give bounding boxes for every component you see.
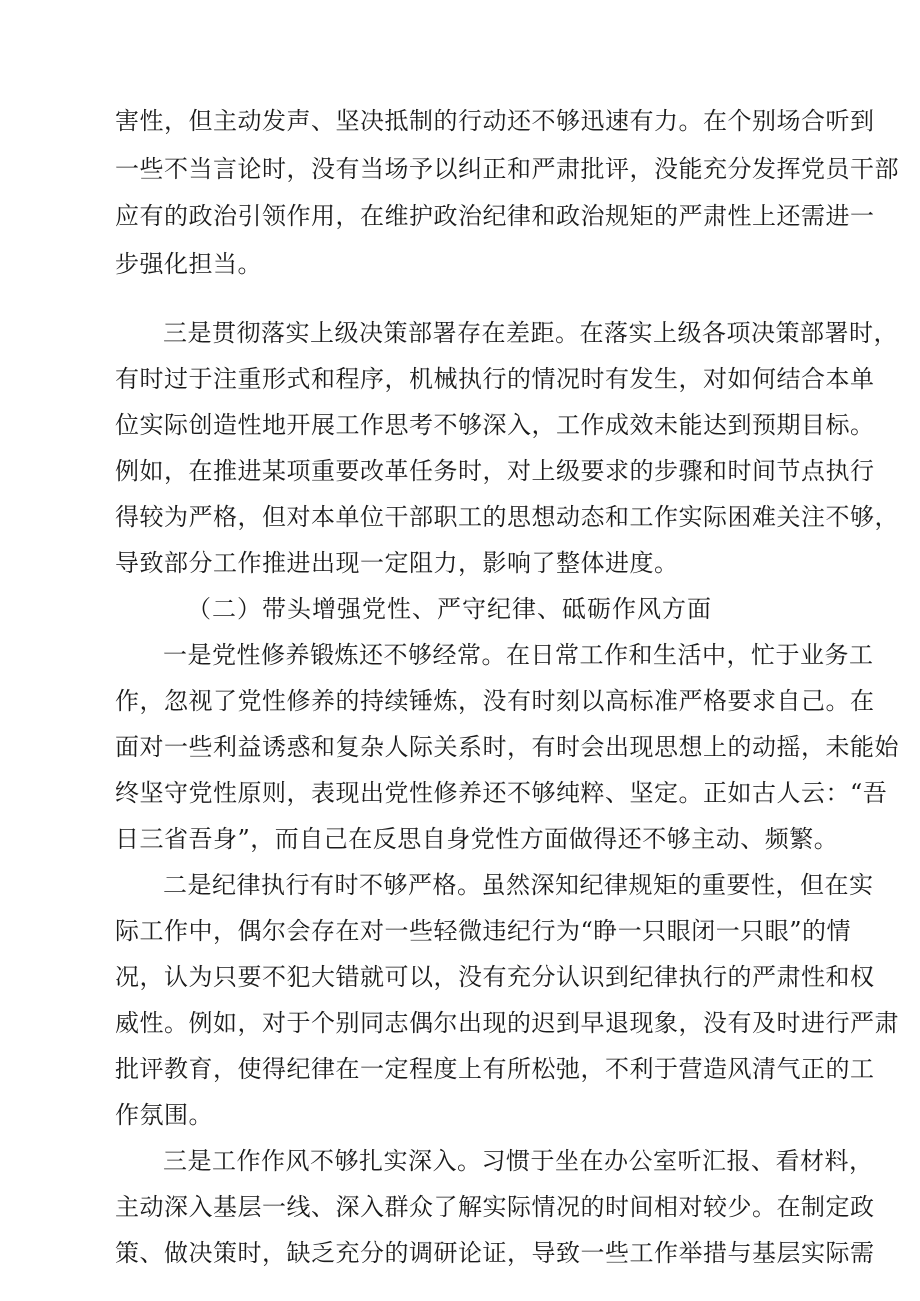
paragraph-line: 三是工作作风不够扎实深入。习惯于坐在办公室听汇报、看材料， bbox=[163, 1147, 874, 1175]
paragraph-line: 三是贯彻落实上级决策部署存在差距。在落实上级各项决策部署时， bbox=[163, 319, 898, 347]
paragraph-line: 况，认为只要不犯大错就可以，没有充分认识到纪律执行的严肃性和权 bbox=[115, 963, 875, 991]
paragraph-line: 害性，但主动发声、坚决抵制的行动还不够迅速有力。在个别场合听到 bbox=[115, 107, 875, 135]
paragraph-line: 策、做决策时，缺乏充分的调研论证，导致一些工作举措与基层实际需 bbox=[115, 1239, 875, 1267]
paragraph-line: 例如，在推进某项重要改革任务时，对上级要求的步骤和时间节点执行 bbox=[115, 457, 875, 485]
paragraph-line: 终坚守党性原则，表现出党性修养还不够纯粹、坚定。正如古人云：“吾 bbox=[115, 779, 888, 807]
paragraph-line: 面对一些利益诱惑和复杂人际关系时，有时会出现思想上的动摇，未能始 bbox=[115, 733, 899, 761]
paragraph-line: 二是纪律执行有时不够严格。虽然深知纪律规矩的重要性，但在实 bbox=[163, 871, 874, 899]
paragraph-line: 一些不当言论时，没有当场予以纠正和严肃批评，没能充分发挥党员干部 bbox=[115, 155, 899, 183]
paragraph-line: 一是党性修养锻炼还不够经常。在日常工作和生活中，忙于业务工 bbox=[163, 641, 874, 669]
paragraph-line: 得较为严格，但对本单位干部职工的思想动态和工作实际困难关注不够， bbox=[115, 503, 899, 531]
paragraph-line: 际工作中，偶尔会存在对一些轻微违纪行为“睁一只眼闭一只眼”的情 bbox=[115, 917, 852, 945]
paragraph-line: 批评教育，使得纪律在一定程度上有所松弛，不利于营造风清气正的工 bbox=[115, 1055, 875, 1083]
section-heading: （二）带头增强党性、严守纪律、砥砺作风方面 bbox=[187, 595, 712, 623]
paragraph-line: 位实际创造性地开展工作思考不够深入，工作成效未能达到预期目标。 bbox=[115, 411, 875, 439]
paragraph-line: 主动深入基层一线、深入群众了解实际情况的时间相对较少。在制定政 bbox=[115, 1193, 875, 1221]
paragraph-line: 应有的政治引领作用，在维护政治纪律和政治规矩的严肃性上还需进一 bbox=[115, 202, 875, 230]
paragraph-line: 作，忽视了党性修养的持续锤炼，没有时刻以高标准严格要求自己。在 bbox=[115, 687, 875, 715]
paragraph-line: 步强化担当。 bbox=[115, 250, 262, 278]
paragraph-line: 导致部分工作推进出现一定阻力，影响了整体进度。 bbox=[115, 549, 679, 577]
paragraph-line: 威性。例如，对于个别同志偶尔出现的迟到早退现象，没有及时进行严肃 bbox=[115, 1009, 899, 1037]
paragraph-line: 作氛围。 bbox=[115, 1101, 213, 1129]
paragraph-line: 日三省吾身”，而自己在反思自身党性方面做得还不够主动、频繁。 bbox=[115, 825, 839, 853]
paragraph-line: 有时过于注重形式和程序，机械执行的情况时有发生，对如何结合本单 bbox=[115, 365, 875, 393]
